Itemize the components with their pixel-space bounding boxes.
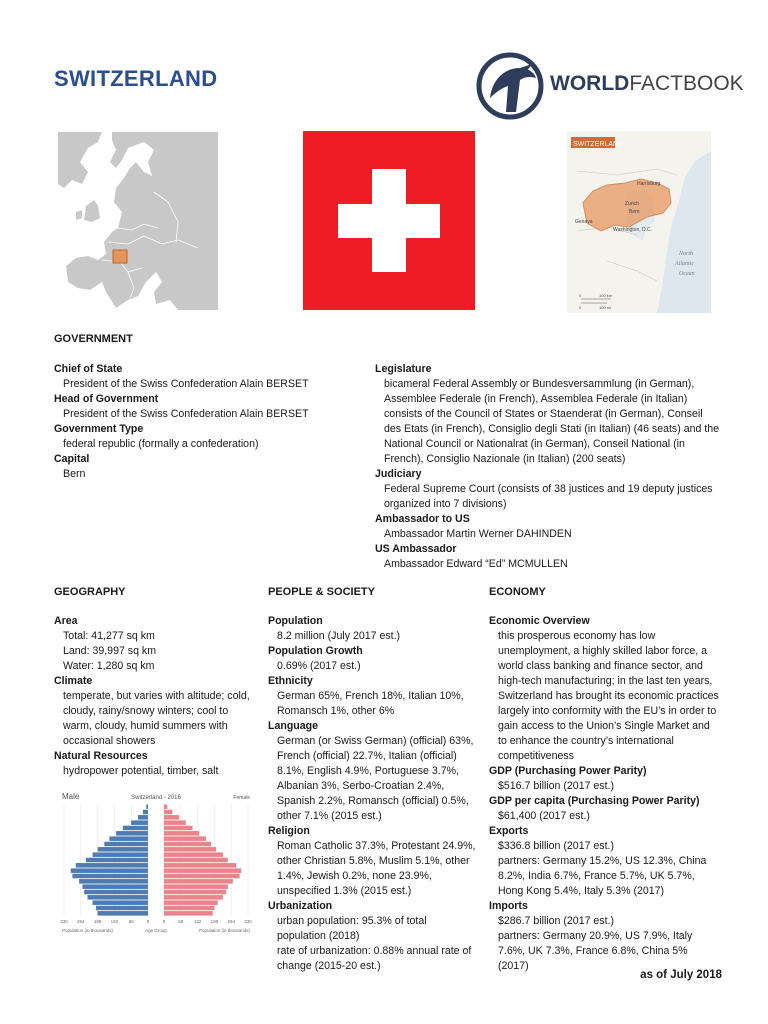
field-value: 1.4%, Jewish 0.2%, none 23.9%, <box>277 870 432 882</box>
worldfactbook-logo <box>476 50 744 122</box>
pyramid-tick-label: 198 <box>210 919 219 924</box>
field-value: cloudy, rainy/snowy winters; cool to <box>63 705 229 717</box>
pyramid-male-bar <box>98 911 148 916</box>
field-label: GDP per capita (Purchasing Power Parity) <box>489 795 700 807</box>
as-of-date: as of July 2018 <box>640 969 722 981</box>
field-value: Bern <box>63 468 86 480</box>
field-value: 8.2 million (July 2017 est.) <box>277 630 401 642</box>
field-label: Climate <box>54 675 93 687</box>
pyramid-female-bar <box>164 826 193 831</box>
pyramid-male-bar <box>79 879 148 884</box>
people-society-heading: PEOPLE & SOCIETY <box>268 586 375 598</box>
pyramid-male-bar <box>116 831 148 836</box>
field-value: Land: 39,997 sq km <box>63 645 157 657</box>
field-value: French), Consiglio Nazionale (in Italian) (200 seats) <box>384 453 626 465</box>
pyramid-tick-label: 132 <box>110 919 119 924</box>
scale-label: 100 km <box>599 293 613 298</box>
pyramid-male-bar <box>88 895 148 900</box>
field-value: Spanish 2.2%, Romansch (official) 0.5%, <box>277 795 469 807</box>
field-label: Ethnicity <box>268 675 313 687</box>
field-value: Water: 1,280 sq km <box>63 660 155 672</box>
pyramid-female-bar <box>164 847 216 852</box>
field-value: German 65%, French 18%, Italian 10%, <box>277 690 464 702</box>
pyramid-male-bar <box>146 804 148 809</box>
government-heading: GOVERNMENT <box>54 333 133 345</box>
pyramid-male-bar <box>109 836 148 841</box>
field-value: Romansch 1%, other 6% <box>277 705 395 717</box>
field-value: Albanian 3%, Serbo-Croatian 2.4%, <box>277 780 445 792</box>
field-value: German (or Swiss German) (official) 63%, <box>277 735 474 747</box>
economy-column <box>489 614 721 974</box>
field-label: Religion <box>268 825 310 837</box>
pyramid-female-bar <box>164 890 226 895</box>
pyramid-female-bar <box>164 842 211 847</box>
field-value: to enhance the country’s international <box>498 735 674 747</box>
field-label: Population Growth <box>268 645 363 657</box>
field-value: 8.1%, English 4.9%, Portuguese 3.7%, <box>277 765 459 777</box>
field-value: organized into 7 divisions) <box>384 498 507 510</box>
pyramid-tick-label: 264 <box>227 919 235 924</box>
pyramid-tick-label: 264 <box>77 919 85 924</box>
pyramid-male-bar <box>138 815 148 820</box>
scale-label: 100 mi <box>599 305 612 310</box>
logo-word-light: FACTBOOK <box>629 72 744 95</box>
field-value: rate of urbanization: 0.88% annual rate of <box>277 945 472 957</box>
field-value: des Etats (in French), Consiglio degli Stati (in Italian) (46 seats) and the <box>384 423 720 435</box>
pyramid-tick-label: 330 <box>244 919 252 924</box>
field-value: National Council or Nationalrat (in German), Conseil National (in <box>384 438 685 450</box>
pyramid-tick-label: 0 <box>146 919 150 924</box>
field-label: Government Type <box>54 423 144 435</box>
population-pyramid <box>58 790 254 935</box>
field-value: bicameral Federal Assembly or Bundesversammlung (in German), <box>384 378 695 390</box>
field-label: Natural Resources <box>54 750 148 762</box>
field-value: Ambassador Martin Werner DAHINDEN <box>384 528 572 540</box>
field-value: hydropower potential, timber, salt <box>63 765 219 777</box>
pyramid-male-bar <box>82 884 148 889</box>
government-left-column <box>54 362 364 482</box>
pyramid-male-bar <box>86 858 148 863</box>
city-label: Zurich <box>625 201 639 207</box>
people-society-column <box>268 614 483 974</box>
pyramid-male-bar <box>96 906 148 911</box>
pyramid-female-bar <box>164 836 206 841</box>
field-value: (2017) <box>498 960 529 972</box>
pyramid-male-bar <box>143 810 148 815</box>
field-value: $336.8 billion (2017 est.) <box>498 840 615 852</box>
field-value: $61,400 (2017 est.) <box>498 810 590 822</box>
pyramid-tick-label: 330 <box>60 919 68 924</box>
pyramid-male-bar <box>71 868 148 873</box>
field-label: Area <box>54 615 78 627</box>
pyramid-tick-label: 132 <box>193 919 202 924</box>
field-value: Assemblee Federale (in French), Assemblea Federale (in Italian) <box>384 393 688 405</box>
field-value: population (2018) <box>277 930 360 942</box>
geography-heading: GEOGRAPHY <box>54 586 126 598</box>
scale-label: 0 <box>579 305 582 310</box>
pyramid-female-bar <box>164 852 223 857</box>
field-value: consists of the Council of States or Staenderat (in German), Conseil <box>384 408 703 420</box>
pyramid-title: Switzerland - 2016 <box>131 795 181 801</box>
swiss-flag <box>303 131 475 310</box>
pyramid-female-bar <box>164 895 223 900</box>
field-label: Economic Overview <box>489 615 590 627</box>
field-value: other Christian 5.8%, Muslim 5.1%, other <box>277 855 470 867</box>
switzerland-comparison-map <box>567 131 711 313</box>
pyramid-male-bar <box>104 842 148 847</box>
eagle-seal-icon <box>476 50 546 122</box>
pyramid-female-bar <box>164 900 218 905</box>
pyramid-male-bar <box>93 852 148 857</box>
field-value: $286.7 billion (2017 est.) <box>498 915 615 927</box>
pyramid-male-bar <box>84 890 148 895</box>
pyramid-female-bar <box>164 868 241 873</box>
pyramid-female-bar <box>164 820 186 825</box>
pyramid-male-bar <box>123 826 148 831</box>
field-label: Legislature <box>375 363 432 375</box>
field-label: Chief of State <box>54 363 123 375</box>
pyramid-female-bar <box>164 906 214 911</box>
field-label: Language <box>268 720 319 732</box>
pyramid-axis-center-label: Age Group <box>145 928 167 933</box>
field-value: partners: Germany 15.2%, US 12.3%, China <box>498 855 707 867</box>
sea-label: Atlantic <box>675 261 694 267</box>
pyramid-male-bar <box>76 863 148 868</box>
pyramid-female-bar <box>164 863 236 868</box>
pyramid-axis-left-label: Population (in thousands) <box>62 928 114 933</box>
pyramid-female-bar <box>164 815 179 820</box>
field-label: Head of Government <box>54 393 159 405</box>
field-value: Roman Catholic 37.3%, Protestant 24.9%, <box>277 840 476 852</box>
pyramid-female-bar <box>164 911 213 916</box>
field-label: US Ambassador <box>375 543 457 555</box>
field-value: high-tech manufacturing; in the last ten years, <box>498 675 713 687</box>
field-label: Capital <box>54 453 90 465</box>
pyramid-tick-label: 0 <box>162 919 166 924</box>
field-value: Federal Supreme Court (consists of 38 justices and 19 deputy justices <box>384 483 713 495</box>
europe-locator-map <box>58 132 218 310</box>
field-value: warm, cloudy, humid summers with <box>63 720 228 732</box>
field-value: world class banking and finance sector, and <box>498 660 703 672</box>
field-value: President of the Swiss Confederation Alain BERSET <box>63 408 309 420</box>
city-label: Geneva <box>575 219 593 225</box>
field-value: temperate, but varies with altitude; cold, <box>63 690 250 702</box>
pyramid-female-bar <box>164 810 172 815</box>
field-label: GDP (Purchasing Power Parity) <box>489 765 647 777</box>
pyramid-female-label: Female <box>233 795 250 801</box>
sea-label: North <box>679 251 694 257</box>
pyramid-female-bar <box>164 831 199 836</box>
field-value: occasional showers <box>63 735 156 747</box>
field-value: gain access to the Union’s Single Market and <box>498 720 710 732</box>
field-value: unspecified 1.3% (2015 est.) <box>277 885 412 897</box>
field-label: Imports <box>489 900 528 912</box>
map-label: SWITZERLAND <box>573 141 624 148</box>
field-label: Exports <box>489 825 529 837</box>
logo-word-bold: WORLD <box>550 72 630 95</box>
city-label: Washington, D.C. <box>613 227 652 233</box>
field-value: Hong Kong 5.4%, Italy 5.3% (2017) <box>498 885 665 897</box>
sea-label: Ocean <box>679 271 695 277</box>
geography-column <box>54 614 259 779</box>
field-value: 8.2%, India 6.7%, France 5.7%, UK 5.7%, <box>498 870 695 882</box>
field-value: 7.6%, UK 7.3%, France 6.8%, China 5% <box>498 945 688 957</box>
field-value: Ambassador Edward “Ed” MCMULLEN <box>384 558 568 570</box>
pyramid-tick-label: 66 <box>128 919 134 924</box>
field-value: President of the Swiss Confederation Alain BERSET <box>63 378 309 390</box>
pyramid-male-bar <box>131 820 148 825</box>
pyramid-tick-label: 198 <box>93 919 102 924</box>
pyramid-male-bar <box>98 847 148 852</box>
pyramid-male-bar <box>93 900 148 905</box>
pyramid-male-label: Male <box>62 792 80 801</box>
field-label: Ambassador to US <box>375 513 470 525</box>
field-value: urban population: 95.3% of total <box>277 915 427 927</box>
field-value: federal republic (formally a confederation) <box>63 438 259 450</box>
pyramid-male-bar <box>72 874 148 879</box>
field-value: partners: Germany 20.9%, US 7.9%, Italy <box>498 930 693 942</box>
pyramid-female-bar <box>164 804 167 809</box>
pyramid-tick-label: 66 <box>178 919 184 924</box>
field-label: Urbanization <box>268 900 333 912</box>
field-value: unemployment, a highly skilled labor force, a <box>498 645 708 657</box>
field-value: $516.7 billion (2017 est.) <box>498 780 615 792</box>
field-value: other 7.1% (2015 est.) <box>277 810 382 822</box>
pyramid-female-bar <box>164 858 228 863</box>
pyramid-female-bar <box>164 884 228 889</box>
field-value: French (official) 22.7%, Italian (official) <box>277 750 457 762</box>
pyramid-axis-right-label: Population (in thousands) <box>198 928 250 933</box>
field-value: 0.69% (2017 est.) <box>277 660 361 672</box>
field-label: Population <box>268 615 323 627</box>
government-right-column <box>375 362 720 572</box>
economy-heading: ECONOMY <box>489 586 546 598</box>
field-value: Total: 41,277 sq km <box>63 630 155 642</box>
country-title: SWITZERLAND <box>54 66 218 91</box>
pyramid-female-bar <box>164 879 233 884</box>
field-value: competitiveness <box>498 750 574 762</box>
field-value: Switzerland has brought its economic practices <box>498 690 719 702</box>
field-value: largely into conformity with the EU’s in order to <box>498 705 717 717</box>
pyramid-female-bar <box>164 874 240 879</box>
field-label: Judiciary <box>375 468 422 480</box>
switzerland-highlight <box>113 250 127 263</box>
scale-label: 0 <box>579 293 582 298</box>
city-label: Bern <box>629 209 640 215</box>
field-value: this prosperous economy has low <box>498 630 656 642</box>
field-value: change (2015-20 est.) <box>277 960 381 972</box>
city-label: Harrisburg <box>637 181 661 187</box>
